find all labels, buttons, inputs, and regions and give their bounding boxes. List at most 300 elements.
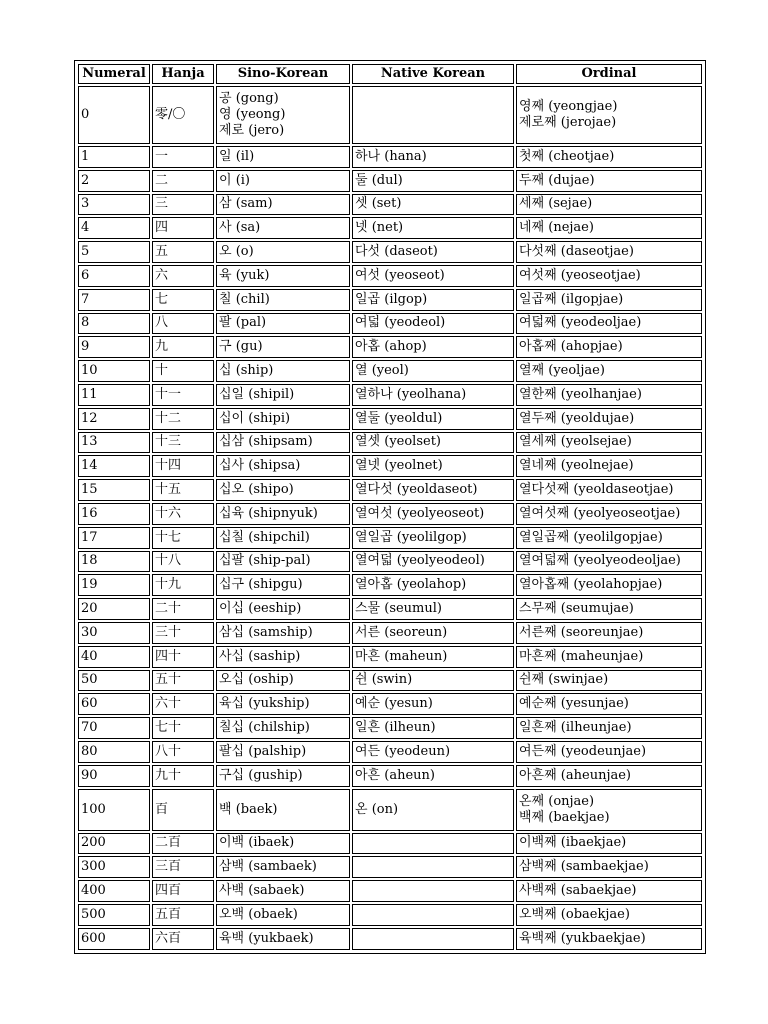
native-korean-line: 마흔 (maheun) <box>355 648 448 664</box>
numeral-cell: 12 <box>78 408 150 430</box>
numeral-cell: 11 <box>78 384 150 406</box>
sino-korean-cell <box>216 479 350 501</box>
table-row <box>78 265 702 287</box>
numeral-cell: 13 <box>78 432 150 454</box>
native-korean-cell <box>352 527 514 549</box>
ordinal-line: 이백째 (ibaekjae) <box>519 835 627 851</box>
numeral-cell: 300 <box>78 856 150 878</box>
native-korean-line: 아홉 (ahop) <box>355 339 427 355</box>
hanja-cell: 十四 <box>152 455 214 477</box>
ordinal-line: 열여덟째 (yeolyeodeoljae) <box>519 553 681 569</box>
ordinal-line: 열일곱째 (yeolilgopjae) <box>519 529 663 545</box>
sino-korean-cell <box>216 598 350 620</box>
sino-korean-line: 십 (ship) <box>219 363 274 379</box>
hanja-cell: 四百 <box>152 880 214 902</box>
native-korean-line: 열여덟 (yeolyeodeol) <box>355 553 485 569</box>
table-row <box>78 241 702 263</box>
sino-korean-cell <box>216 833 350 855</box>
table-row <box>78 527 702 549</box>
native-korean-cell <box>352 856 514 878</box>
table-row <box>78 289 702 311</box>
native-korean-cell <box>352 455 514 477</box>
table-row <box>78 479 702 501</box>
native-korean-cell <box>352 217 514 239</box>
sino-korean-cell <box>216 670 350 692</box>
ordinal-cell <box>516 646 702 668</box>
ordinal-line: 여덟째 (yeodeoljae) <box>519 315 642 331</box>
ordinal-line: 삼백째 (sambaekjae) <box>519 859 649 875</box>
ordinal-cell <box>516 479 702 501</box>
table-row <box>78 928 702 950</box>
table-row <box>78 693 702 715</box>
ordinal-cell <box>516 241 702 263</box>
sino-korean-line: 십이 (shipi) <box>219 410 291 426</box>
native-korean-line: 온 (on) <box>355 801 399 817</box>
hanja-cell: 六十 <box>152 693 214 715</box>
ordinal-cell <box>516 217 702 239</box>
numeral-cell: 15 <box>78 479 150 501</box>
ordinal-line: 열한째 (yeolhanjae) <box>519 386 642 402</box>
ordinal-line: 여든째 (yeodeunjae) <box>519 743 647 759</box>
sino-korean-cell <box>216 551 350 573</box>
numeral-cell: 2 <box>78 170 150 192</box>
sino-korean-cell <box>216 856 350 878</box>
sino-korean-cell <box>216 241 350 263</box>
native-korean-cell <box>352 241 514 263</box>
native-korean-cell <box>352 265 514 287</box>
table-row <box>78 670 702 692</box>
table-row <box>78 336 702 358</box>
ordinal-line: 스무째 (seumujae) <box>519 601 634 617</box>
ordinal-cell <box>516 574 702 596</box>
native-korean-line: 쉰 (swin) <box>355 672 413 688</box>
ordinal-line: 아흔째 (aheunjae) <box>519 767 631 783</box>
hanja-cell: 四 <box>152 217 214 239</box>
hanja-cell: 二十 <box>152 598 214 620</box>
sino-korean-line: 십삼 (shipsam) <box>219 434 313 450</box>
hanja-cell: 零/〇 <box>152 86 214 144</box>
ordinal-cell <box>516 765 702 787</box>
ordinal-line: 세째 (sejae) <box>519 196 593 212</box>
native-korean-cell <box>352 765 514 787</box>
sino-korean-cell <box>216 336 350 358</box>
ordinal-cell <box>516 928 702 950</box>
native-korean-cell <box>352 904 514 926</box>
native-korean-cell <box>352 928 514 950</box>
numeral-cell: 14 <box>78 455 150 477</box>
ordinal-line: 여섯째 (yeoseotjae) <box>519 267 641 283</box>
ordinal-line: 다섯째 (daseotjae) <box>519 244 634 260</box>
native-korean-cell <box>352 833 514 855</box>
numeral-cell: 40 <box>78 646 150 668</box>
ordinal-cell <box>516 336 702 358</box>
ordinal-cell <box>516 670 702 692</box>
table-row <box>78 856 702 878</box>
ordinal-cell <box>516 408 702 430</box>
table-row <box>78 598 702 620</box>
table-row <box>78 360 702 382</box>
ordinal-cell <box>516 170 702 192</box>
sino-korean-line: 십칠 (shipchil) <box>219 529 310 545</box>
ordinal-cell <box>516 833 702 855</box>
ordinal-line: 열세째 (yeolsejae) <box>519 434 632 450</box>
numeral-cell: 10 <box>78 360 150 382</box>
ordinal-line: 온째 (onjae) <box>519 793 595 809</box>
ordinal-cell <box>516 384 702 406</box>
table-row <box>78 313 702 335</box>
sino-korean-line: 오백 (obaek) <box>219 906 298 922</box>
ordinal-line: 네째 (nejae) <box>519 220 594 236</box>
ordinal-line: 영째 (yeongjae) <box>519 99 618 114</box>
hanja-cell: 四十 <box>152 646 214 668</box>
sino-korean-line: 오 (o) <box>219 244 254 260</box>
sino-korean-line: 사십 (saship) <box>219 648 301 664</box>
hanja-cell: 五百 <box>152 904 214 926</box>
sino-korean-line: 육 (yuk) <box>219 267 270 283</box>
sino-korean-line: 이 (i) <box>219 172 250 188</box>
sino-korean-cell <box>216 574 350 596</box>
hanja-cell: 二百 <box>152 833 214 855</box>
ordinal-cell <box>516 527 702 549</box>
numeral-cell: 19 <box>78 574 150 596</box>
sino-korean-line: 십일 (shipil) <box>219 386 295 402</box>
header-hanja: Hanja <box>152 64 214 84</box>
hanja-cell: 百 <box>152 789 214 831</box>
numeral-cell: 3 <box>78 194 150 216</box>
sino-korean-cell <box>216 289 350 311</box>
numeral-cell: 30 <box>78 622 150 644</box>
table-row <box>78 904 702 926</box>
sino-korean-cell <box>216 904 350 926</box>
table-row <box>78 146 702 168</box>
numeral-cell: 5 <box>78 241 150 263</box>
native-korean-cell <box>352 479 514 501</box>
native-korean-line: 서른 (seoreun) <box>355 624 448 640</box>
sino-korean-cell <box>216 313 350 335</box>
native-korean-line: 열둘 (yeoldul) <box>355 410 443 426</box>
native-korean-cell <box>352 432 514 454</box>
ordinal-cell <box>516 432 702 454</box>
native-korean-cell <box>352 313 514 335</box>
numeral-cell: 90 <box>78 765 150 787</box>
sino-korean-line: 사백 (sabaek) <box>219 883 305 898</box>
native-korean-cell <box>352 408 514 430</box>
native-korean-cell <box>352 86 514 144</box>
table-row <box>78 833 702 855</box>
ordinal-cell <box>516 598 702 620</box>
numeral-cell: 9 <box>78 336 150 358</box>
hanja-cell: 十六 <box>152 503 214 525</box>
native-korean-cell <box>352 670 514 692</box>
table-row <box>78 646 702 668</box>
native-korean-line: 하나 (hana) <box>355 148 427 164</box>
ordinal-line: 오백째 (obaekjae) <box>519 906 630 922</box>
native-korean-cell <box>352 146 514 168</box>
table-row <box>78 622 702 644</box>
ordinal-cell <box>516 741 702 763</box>
numeral-cell: 20 <box>78 598 150 620</box>
ordinal-cell <box>516 455 702 477</box>
table-row <box>78 789 702 831</box>
hanja-cell: 九十 <box>152 765 214 787</box>
native-korean-cell <box>352 598 514 620</box>
native-korean-cell <box>352 336 514 358</box>
numeral-cell: 16 <box>78 503 150 525</box>
ordinal-cell <box>516 717 702 739</box>
sino-korean-line: 육십 (yukship) <box>219 696 310 712</box>
sino-korean-cell <box>216 646 350 668</box>
ordinal-line: 열째 (yeoljae) <box>519 363 605 379</box>
ordinal-cell <box>516 360 702 382</box>
numeral-cell: 70 <box>78 717 150 739</box>
numeral-cell: 4 <box>78 217 150 239</box>
table-row <box>78 741 702 763</box>
table-row <box>78 880 702 902</box>
ordinal-cell <box>516 265 702 287</box>
header-numeral: Numeral <box>78 64 150 84</box>
ordinal-line: 열두째 (yeoldujae) <box>519 410 635 426</box>
hanja-cell: 三 <box>152 194 214 216</box>
native-korean-cell <box>352 289 514 311</box>
native-korean-cell <box>352 551 514 573</box>
native-korean-line: 열아홉 (yeolahop) <box>355 577 467 593</box>
numeral-cell: 400 <box>78 880 150 902</box>
ordinal-line: 사백째 (sabaekjae) <box>519 883 637 898</box>
table-body <box>78 86 702 950</box>
table-row <box>78 170 702 192</box>
sino-korean-cell <box>216 360 350 382</box>
sino-korean-line: 팔 (pal) <box>219 315 267 331</box>
sino-korean-line: 십사 (shipsa) <box>219 458 301 474</box>
sino-korean-line: 공 (gong) <box>219 91 279 106</box>
native-korean-cell <box>352 360 514 382</box>
hanja-cell: 九 <box>152 336 214 358</box>
native-korean-line: 여든 (yeodeun) <box>355 743 451 759</box>
ordinal-cell <box>516 622 702 644</box>
native-korean-line: 열일곱 (yeolilgop) <box>355 529 467 545</box>
table-row <box>78 408 702 430</box>
sino-korean-line: 십팔 (ship-pal) <box>219 553 311 569</box>
ordinal-cell <box>516 880 702 902</box>
table-row <box>78 432 702 454</box>
ordinal-cell <box>516 146 702 168</box>
hanja-cell: 七十 <box>152 717 214 739</box>
sino-korean-cell <box>216 432 350 454</box>
numeral-cell: 17 <box>78 527 150 549</box>
numeral-cell: 200 <box>78 833 150 855</box>
ordinal-cell <box>516 503 702 525</box>
sino-korean-cell <box>216 146 350 168</box>
ordinal-line: 열아홉째 (yeolahopjae) <box>519 577 663 593</box>
native-korean-line: 다섯 (daseot) <box>355 244 438 260</box>
sino-korean-cell <box>216 622 350 644</box>
native-korean-cell <box>352 574 514 596</box>
sino-korean-line: 십오 (shipo) <box>219 482 294 498</box>
hanja-cell: 一 <box>152 146 214 168</box>
hanja-cell: 五 <box>152 241 214 263</box>
hanja-cell: 十九 <box>152 574 214 596</box>
hanja-cell: 十五 <box>152 479 214 501</box>
sino-korean-cell <box>216 217 350 239</box>
native-korean-line: 여섯 (yeoseot) <box>355 267 445 283</box>
sino-korean-cell <box>216 741 350 763</box>
numeral-cell: 60 <box>78 693 150 715</box>
sino-korean-cell <box>216 194 350 216</box>
ordinal-cell <box>516 693 702 715</box>
ordinal-cell <box>516 789 702 831</box>
native-korean-cell <box>352 503 514 525</box>
sino-korean-line: 팔십 (palship) <box>219 743 307 759</box>
ordinal-cell <box>516 86 702 144</box>
hanja-cell: 十三 <box>152 432 214 454</box>
hanja-cell: 十 <box>152 360 214 382</box>
native-korean-line: 열넷 (yeolnet) <box>355 458 443 474</box>
native-korean-line: 여덟 (yeodeol) <box>355 315 446 331</box>
numeral-table-frame <box>74 60 706 954</box>
hanja-cell: 六 <box>152 265 214 287</box>
ordinal-line: 일곱째 (ilgopjae) <box>519 291 624 307</box>
ordinal-line: 서른째 (seoreunjae) <box>519 624 644 640</box>
numeral-cell: 80 <box>78 741 150 763</box>
native-korean-line: 예순 (yesun) <box>355 696 433 712</box>
native-korean-line: 열셋 (yeolset) <box>355 434 442 450</box>
sino-korean-line: 칠 (chil) <box>219 291 270 307</box>
sino-korean-cell <box>216 455 350 477</box>
sino-korean-cell <box>216 170 350 192</box>
native-korean-cell <box>352 384 514 406</box>
table-header-row <box>78 64 702 84</box>
sino-korean-line: 제로 (jero) <box>219 123 285 138</box>
ordinal-cell <box>516 856 702 878</box>
ordinal-line: 마흔째 (maheunjae) <box>519 648 644 664</box>
hanja-cell: 八 <box>152 313 214 335</box>
numeral-cell: 600 <box>78 928 150 950</box>
sino-korean-line: 이백 (ibaek) <box>219 835 295 851</box>
ordinal-line: 예순째 (yesunjae) <box>519 696 629 712</box>
sino-korean-cell <box>216 928 350 950</box>
sino-korean-cell <box>216 503 350 525</box>
sino-korean-line: 삼 (sam) <box>219 196 273 212</box>
ordinal-cell <box>516 313 702 335</box>
hanja-cell: 八十 <box>152 741 214 763</box>
sino-korean-line: 오십 (oship) <box>219 672 294 688</box>
sino-korean-cell <box>216 880 350 902</box>
ordinal-line: 육백째 (yukbaekjae) <box>519 930 646 946</box>
native-korean-cell <box>352 880 514 902</box>
sino-korean-cell <box>216 789 350 831</box>
hanja-cell: 三百 <box>152 856 214 878</box>
numeral-cell: 100 <box>78 789 150 831</box>
sino-korean-line: 구 (gu) <box>219 339 263 355</box>
hanja-cell: 十二 <box>152 408 214 430</box>
native-korean-line: 스물 (seumul) <box>355 601 442 617</box>
numeral-cell: 6 <box>78 265 150 287</box>
native-korean-line: 둘 (dul) <box>355 172 403 188</box>
ordinal-line: 열여섯째 (yeolyeoseotjae) <box>519 505 681 521</box>
table-row <box>78 717 702 739</box>
table-row <box>78 503 702 525</box>
numeral-cell: 8 <box>78 313 150 335</box>
ordinal-line: 쉰째 (swinjae) <box>519 672 609 688</box>
hanja-cell: 三十 <box>152 622 214 644</box>
numeral-cell: 18 <box>78 551 150 573</box>
native-korean-line: 열다섯 (yeoldaseot) <box>355 482 478 498</box>
ordinal-line: 일흔째 (ilheunjae) <box>519 720 632 736</box>
ordinal-cell <box>516 194 702 216</box>
sino-korean-line: 십육 (shipnyuk) <box>219 505 318 521</box>
native-korean-cell <box>352 789 514 831</box>
korean-numerals-table <box>76 62 704 952</box>
native-korean-cell <box>352 194 514 216</box>
sino-korean-line: 십구 (shipgu) <box>219 577 303 593</box>
table-row <box>78 217 702 239</box>
table-row <box>78 194 702 216</box>
hanja-cell: 五十 <box>152 670 214 692</box>
native-korean-line: 넷 (net) <box>355 220 404 236</box>
table-row <box>78 765 702 787</box>
sino-korean-cell <box>216 86 350 144</box>
sino-korean-cell <box>216 408 350 430</box>
hanja-cell: 六百 <box>152 928 214 950</box>
sino-korean-line: 칠십 (chilship) <box>219 720 310 736</box>
sino-korean-line: 삼백 (sambaek) <box>219 859 317 875</box>
hanja-cell: 十一 <box>152 384 214 406</box>
numeral-cell: 50 <box>78 670 150 692</box>
sino-korean-line: 이십 (eeship) <box>219 601 302 617</box>
ordinal-cell <box>516 551 702 573</box>
header-native-korean: Native Korean <box>352 64 514 84</box>
ordinal-line: 열다섯째 (yeoldaseotjae) <box>519 482 674 498</box>
ordinal-line: 두째 (dujae) <box>519 172 595 188</box>
sino-korean-line: 사 (sa) <box>219 220 261 236</box>
numeral-cell: 7 <box>78 289 150 311</box>
table-row <box>78 86 702 144</box>
table-row <box>78 384 702 406</box>
hanja-cell: 七 <box>152 289 214 311</box>
ordinal-cell <box>516 904 702 926</box>
ordinal-line: 백째 (baekjae) <box>519 809 610 825</box>
hanja-cell: 十八 <box>152 551 214 573</box>
sino-korean-line: 백 (baek) <box>219 801 278 817</box>
native-korean-line: 열하나 (yeolhana) <box>355 386 467 402</box>
native-korean-cell <box>352 622 514 644</box>
hanja-cell: 十七 <box>152 527 214 549</box>
header-ordinal: Ordinal <box>516 64 702 84</box>
native-korean-line: 아흔 (aheun) <box>355 767 435 783</box>
sino-korean-cell <box>216 265 350 287</box>
numeral-cell: 1 <box>78 146 150 168</box>
header-sino-korean: Sino-Korean <box>216 64 350 84</box>
numeral-cell: 0 <box>78 86 150 144</box>
hanja-cell: 二 <box>152 170 214 192</box>
native-korean-cell <box>352 693 514 715</box>
native-korean-cell <box>352 646 514 668</box>
sino-korean-cell <box>216 384 350 406</box>
ordinal-line: 아홉째 (ahopjae) <box>519 339 623 355</box>
table-row <box>78 551 702 573</box>
ordinal-cell <box>516 289 702 311</box>
native-korean-line: 셋 (set) <box>355 196 402 212</box>
ordinal-line: 제로째 (jerojae) <box>519 115 617 130</box>
ordinal-line: 열네째 (yeolnejae) <box>519 458 634 474</box>
native-korean-line: 열여섯 (yeolyeoseot) <box>355 505 485 521</box>
sino-korean-cell <box>216 717 350 739</box>
native-korean-cell <box>352 170 514 192</box>
ordinal-line: 첫째 (cheotjae) <box>519 148 615 164</box>
sino-korean-line: 구십 (guship) <box>219 767 303 783</box>
sino-korean-line: 영 (yeong) <box>219 107 286 122</box>
sino-korean-line: 육백 (yukbaek) <box>219 930 314 946</box>
